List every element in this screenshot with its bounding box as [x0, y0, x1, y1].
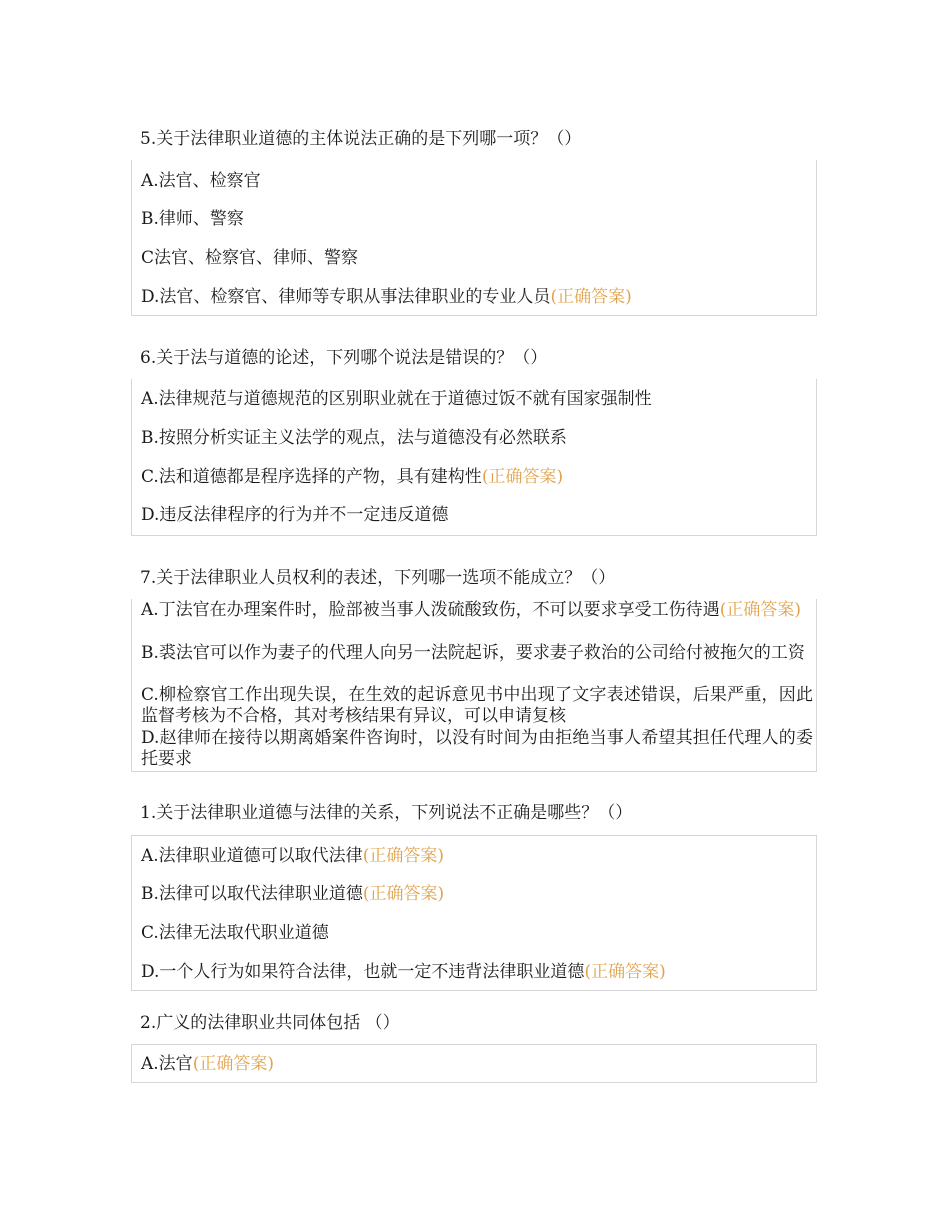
question-5-title: 5.关于法律职业道德的主体说法正确的是下列哪一项？（）	[140, 129, 582, 149]
option-text: C.法律无法取代职业道德	[141, 923, 329, 943]
question-2-title: 2.广义的法律职业共同体包括 （）	[140, 1013, 400, 1033]
question-2-option-a[interactable]	[141, 1053, 274, 1075]
question-7-option-b[interactable]	[141, 643, 813, 664]
option-text: C.法和道德都是程序选择的产物，具有建构性	[141, 467, 482, 487]
option-text: C法官、检察官、律师、警察	[141, 248, 359, 268]
question-6-title: 6.关于法与道德的论述，下列哪个说法是错误的？（）	[140, 348, 548, 368]
correct-answer-mark: (正确答案)	[584, 962, 666, 982]
question-7-options	[131, 599, 817, 772]
option-text: A.法律职业道德可以取代法律	[141, 846, 363, 866]
question-6-option-c[interactable]	[141, 466, 563, 488]
option-text: C.柳检察官工作出现失误，在生效的起诉意见书中出现了文字表述错误，后果严重，因此监督考核为不合格，其对考核结果有异议，可以申请复核	[141, 685, 813, 726]
option-text: A.法律规范与道德规范的区别职业就在于道德过饭不就有国家强制性	[141, 389, 652, 409]
question-1-option-d[interactable]	[141, 961, 666, 983]
question-7-option-d[interactable]	[141, 728, 813, 770]
question-5-option-b[interactable]	[141, 208, 244, 230]
option-text: D.赵律师在接待以期离婚案件咨询时，以没有时间为由拒绝当事人希望其担任代理人的委托要求	[141, 728, 813, 769]
correct-answer-mark: (正确答案)	[481, 467, 564, 487]
question-1-title: 1.关于法律职业道德与法律的关系，下列说法不正确是哪些？（）	[140, 803, 633, 823]
question-6-option-d[interactable]	[141, 504, 448, 526]
question-2-options	[131, 1044, 817, 1083]
correct-answer-mark: (正确答案)	[362, 846, 444, 866]
question-5-option-c[interactable]	[141, 247, 358, 269]
option-text: D.违反法律程序的行为并不一定违反道德	[141, 505, 449, 525]
correct-answer-mark: (正确答案)	[192, 1054, 274, 1074]
question-6-option-b[interactable]	[141, 427, 567, 449]
question-1-option-a[interactable]	[141, 845, 444, 867]
question-6-options	[131, 379, 817, 536]
question-7-option-c[interactable]	[141, 685, 813, 727]
question-5-option-d[interactable]	[141, 286, 632, 308]
question-7-option-a[interactable]	[141, 600, 813, 621]
option-text: B.法律可以取代法律职业道德	[141, 884, 363, 904]
option-text: D.一个人行为如果符合法律，也就一定不违背法律职业道德	[141, 962, 585, 982]
correct-answer-mark: (正确答案)	[362, 884, 445, 904]
option-text: A.丁法官在办理案件时，脸部被当事人泼硫酸致伤，不可以要求享受工伤待遇	[141, 600, 720, 620]
option-text: A.法官、检察官	[141, 171, 261, 191]
option-text: B.律师、警察	[141, 209, 244, 229]
question-1-options	[131, 835, 817, 991]
correct-answer-mark: (正确答案)	[719, 600, 801, 620]
question-5-option-a[interactable]	[141, 170, 261, 192]
option-text: B.裘法官可以作为妻子的代理人向另一法院起诉，要求妻子救治的公司给付被拖欠的工资	[141, 643, 805, 663]
question-6-option-a[interactable]	[141, 388, 652, 410]
question-5-options	[131, 160, 817, 316]
question-1-option-b[interactable]	[141, 883, 444, 905]
question-1-option-c[interactable]	[141, 922, 329, 944]
option-text: B.按照分析实证主义法学的观点，法与道德没有必然联系	[141, 428, 567, 448]
correct-answer-mark: (正确答案)	[550, 287, 632, 307]
option-text: D.法官、检察官、律师等专职从事法律职业的专业人员	[141, 287, 551, 307]
question-7-title: 7.关于法律职业人员权利的表述，下列哪一选项不能成立？（）	[140, 568, 616, 588]
option-text: A.法官	[141, 1054, 193, 1074]
